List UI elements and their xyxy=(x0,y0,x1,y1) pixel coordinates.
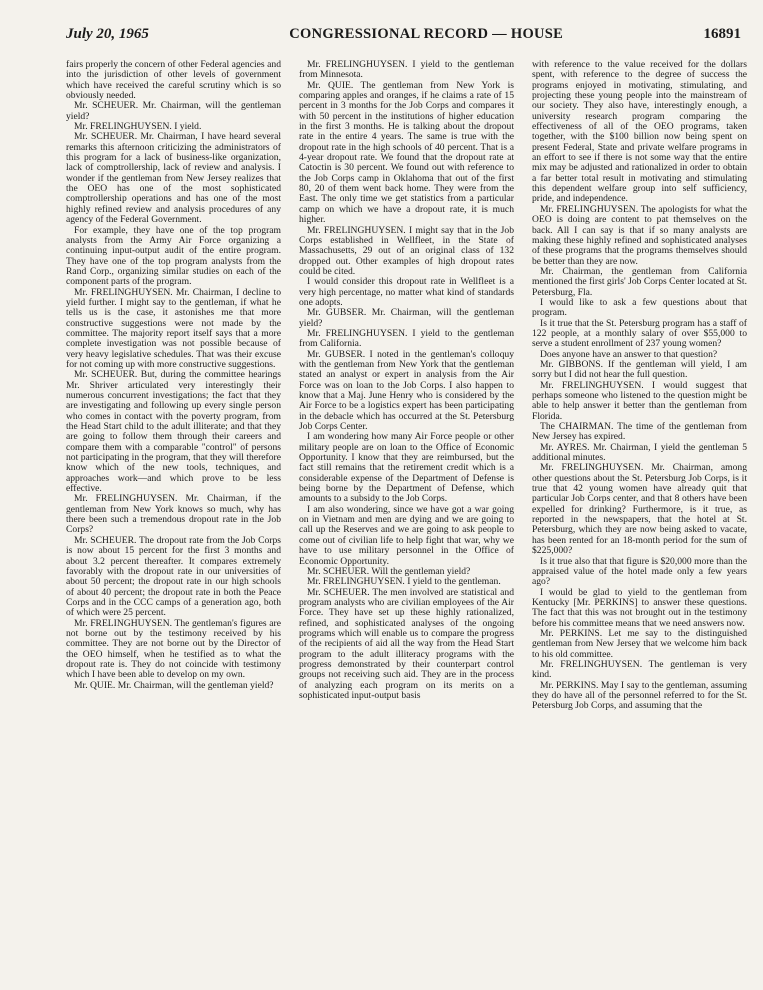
paragraph: Mr. GUBSER. I noted in the gentleman's colloquy with the gentleman from New York that the gentleman stated an analyst or expert in analysis from the Air Force was on loan to the Job Corps. I also happen to know that a Maj. June Henry who is considered by the Air Force to be a logistics expert has been participating in the debacle which has occurred at the St. Petersburg Job Corps Center. xyxy=(299,348,514,433)
paragraph: I would like to ask a few questions about that program. xyxy=(532,296,747,319)
paragraph: fairs properly the concern of other Federal agencies and into the jurisdiction of other levels of government which have received the careful scrutiny which is so obviously needed. xyxy=(66,60,281,102)
paragraph: Mr. FRELINGHUYSEN. Mr. Chairman, I decline to yield further. I might say to the gentleman, if what he tells us is the case, it astonishes me that more constructive suggestions were not made by the committee. The majority report itself says that a more complete investigation was not possible because of very heavy legislative schedules. That was their excuse for not coming up with more constructive suggestions. xyxy=(66,286,281,370)
paragraph: Mr. SCHEUER. The men involved are statistical and program analysts who are civilian employees of the Air Force. They have set up these highly rationalized, refined, and sophisticated analyses of the ongoing programs which will enable us to compare the progress of the recipients of aid all the way from the Head Start program to the adult illiteracy programs with the progress demonstrated by their counterpart control groups not receiving such aid. They are in the process of analyzing each program on its merits on a sophisticated input-output basis xyxy=(299,586,514,701)
paragraph: Mr. PERKINS. Let me say to the distinguished gentleman from New Jersey that we welcome him back to his old committee. xyxy=(532,627,747,660)
paragraph: I am wondering how many Air Force people or other military people are on loan to the Office of Economic Opportunity. I know that they are reimbursed, but the fact still remains that the retirement credit which is a considerable expense of the Department of Defense is being borne by the Department of Defense, which amounts to a subsidy to the Job Corps. xyxy=(299,431,514,505)
issue-date: July 20, 1965 xyxy=(66,26,149,42)
paragraph: Mr. FRELINGHUYSEN. Mr. Chairman, if the gentleman from New York knows so much, why has there been such a tremendous dropout rate in the Job Corps? xyxy=(66,493,281,536)
paragraph: I would be glad to yield to the gentleman from Kentucky [Mr. PERKINS] to answer these questions. The fact that this was not brought out in the testimony before his committee means that we need answers now. xyxy=(532,586,747,629)
paragraph: Mr. GIBBONS. If the gentleman will yield, I am sorry but I did not hear the full question. xyxy=(532,358,747,381)
text-columns xyxy=(66,60,748,978)
paragraph: Mr. FRELINGHUYSEN. I yield to the gentleman from Minnesota. xyxy=(299,60,514,81)
paragraph: Mr. SCHEUER. Will the gentleman yield? xyxy=(307,565,471,577)
column-2 xyxy=(299,60,514,978)
paragraph: Mr. Chairman, the gentleman from California mentioned the first girls' Job Corps Center located at St. Petersburg, Fla. xyxy=(532,265,747,298)
column-3 xyxy=(532,60,747,978)
paragraph: Mr. FRELINGHUYSEN. I yield. xyxy=(74,121,202,133)
page-header xyxy=(66,26,741,56)
paragraph: Mr. FRELINGHUYSEN. Mr. Chairman, among other questions about the St. Petersburg Job Corps, is it true that 42 young women have already quit that particular Job Corps center, and that 8 others have been expelled for drinking? Furthermore, is it true, as reported in the newspapers, that the hotel at St. Petersburg, which they are now being asked to vacate, has been rented for an 18-month period for the sum of $225,000? xyxy=(532,462,747,557)
paragraph: Is it true that the St. Petersburg program has a staff of 122 people, at a monthly salary of over $55,000 to serve a student enrollment of 237 young women? xyxy=(532,317,747,350)
paragraph: I am also wondering, since we have got a war going on in Vietnam and men are dying and we are going to call up the Reserves and we are going to ask people to come out of civilian life to help fight that war, why we have to use military personnel in the Office of Economic Opportunity. xyxy=(299,503,514,567)
paragraph: Mr. PERKINS. May I say to the gentleman, assuming they do have all of the personnel referred to for the St. Petersburg Job Corps, and assuming that the xyxy=(532,679,747,712)
paragraph: Is it true also that that figure is $20,000 more than the appraised value of the hotel made only a few years ago? xyxy=(532,555,747,588)
paragraph: Mr. FRELINGHUYSEN. The apologists for what the OEO is doing are content to pat themselves on the back. All I can say is that if so many analysts are making these highly refined and sophisticated analyses of these programs that the programs themselves should be better than they are now. xyxy=(532,203,747,267)
paragraph: I would consider this dropout rate in Wellfleet is a very high percentage, no matter what kind of standards one adopts. xyxy=(299,276,514,308)
paragraph: Mr. FRELINGHUYSEN. The gentleman's figures are not borne out by the testimony received by his committee. They are not borne out by the Director of the OEO himself, when he testified as to what the dropout rate is. They do not coincide with testimony which I have been able to develop on my own. xyxy=(66,617,281,681)
publication-title: CONGRESSIONAL RECORD — HOUSE xyxy=(289,26,564,42)
paragraph: Mr. FRELINGHUYSEN. The gentleman is very kind. xyxy=(532,658,747,681)
paragraph: Mr. FRELINGHUYSEN. I yield to the gentleman. xyxy=(307,576,501,588)
paragraph: Mr. SCHEUER. Mr. Chairman, will the gentleman yield? xyxy=(66,100,281,122)
paragraph: Does anyone have an answer to that question? xyxy=(540,348,718,360)
paragraph: Mr. FRELINGHUYSEN. I would suggest that perhaps someone who listened to the question might be able to help answer it better than the gentleman from Florida. xyxy=(532,379,747,422)
paragraph: Mr. AYRES. Mr. Chairman, I yield the gentleman 5 additional minutes. xyxy=(532,441,747,464)
paragraph: Mr. SCHEUER. Mr. Chairman, I have heard several remarks this afternoon criticizing the administrators of this program for a lack of business-like organization, lack of comptrollership, lack of review and analysis. I wonder if the gentleman from New Jersey realizes that the OEO has one of the most sophisticated comptrollership operations and has one of the most highly refined review and analysis procedures of any agency of the Federal Government. xyxy=(66,131,281,226)
column-1 xyxy=(66,60,281,978)
paragraph: Mr. SCHEUER. But, during the committee hearings Mr. Shriver articulated very interestingly their numerous concurrent investigations; the fact that they are investigating and following up every single person who comes in contact with the poverty program, from the Head Start child to the adult illiterate; and that they are going to follow them through their careers and compare them with a comparable "control" of persons not participating in the program, that they will therefore know which of the new tools, techniques, and approaches work—and which prove to be less effective. xyxy=(66,369,281,495)
paragraph: Mr. FRELINGHUYSEN. I yield to the gentleman from California. xyxy=(299,327,514,350)
paragraph: Mr. SCHEUER. The dropout rate from the Job Corps is now about 15 percent for the first 3 months and about 3.2 percent thereafter. It compares extremely favorably with the dropout rate in our universities of about 50 percent; the dropout rate in our high schools of about 40 percent; the dropout rate in both the Peace Corps and in the CCC camps of a generation ago, both of which were 25 percent. xyxy=(66,534,281,619)
paragraph: Mr. QUIE. The gentleman from New York is comparing apples and oranges, if he claims a rate of 15 percent in 3 months for the Job Corps and compares it with 50 percent in the institutions of higher education in the first 3 months. He is talking about the dropout rate in the entire 4 years. The same is true with the dropout rate in the high schools of 40 percent. That is a 4-year dropout rate. We found that the dropout rate at Catoctin is 30 percent. We found out with reference to the Job Corps camp in Oklahoma that out of the first 80, 20 of them went back home. They were from the East. The only time we get statistics from a particular camp on which we have a dropout rate, it is much higher. xyxy=(299,79,514,226)
paragraph: Mr. FRELINGHUYSEN. I might say that in the Job Corps established in Wellfleet, in the State of Massachusetts, 29 out of an original class of 132 dropped out. Other examples of high dropout rates could be cited. xyxy=(299,224,514,277)
page-number: 16891 xyxy=(703,26,741,42)
paragraph: The CHAIRMAN. The time of the gentleman from New Jersey has expired. xyxy=(532,421,747,443)
paragraph: Mr. GUBSER. Mr. Chairman, will the gentleman yield? xyxy=(299,307,514,329)
paragraph: Mr. QUIE. Mr. Chairman, will the gentleman yield? xyxy=(74,679,274,691)
paragraph: For example, they have one of the top program analysts from the Army Air Force organizing a continuing input-output audit of the entire program. They have one of the top program analysts from the Rand Corp., organizing similar studies on each of the component parts of the program. xyxy=(66,224,281,288)
paragraph: with reference to the value received for the dollars spent, with reference to the degree of success the programs enjoyed in motivating, stimulating, and projecting these young people into the mainstream of our society. They also have, interestingly enough, a university research program comparing the effectiveness of all of the OEO programs, taken together, with the $100 billion now being spent on present Federal, State and private welfare programs in an effort to see if there is not some way that the entire mix may be adjusted and rationalized in order to obtain a far better total result in motivating and stimulating this dependent welfare group into self sufficiency, pride, and independence. xyxy=(532,60,747,205)
